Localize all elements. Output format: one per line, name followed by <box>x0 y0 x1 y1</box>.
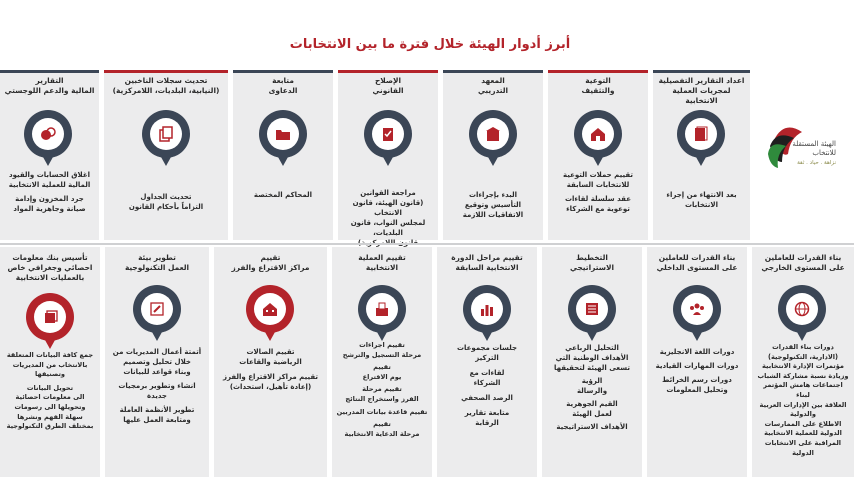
pin-marker <box>469 110 517 170</box>
column-body: تحديث الجداول التزاماً بأحكام القانون <box>128 193 204 211</box>
ballot-icon <box>373 300 391 318</box>
column-institute <box>443 70 543 240</box>
row-divider <box>0 243 854 245</box>
column-heading: بناء القدرات للعاملين على المستوى الداخلي <box>656 253 738 272</box>
column-body: دورات اللغة الانجليزية دورات المهارات القيادية دورات رسم الخرائط وتحليل المعلومات <box>655 348 739 394</box>
pin-marker <box>673 285 721 345</box>
checklist-icon <box>583 300 601 318</box>
column-reports <box>653 70 750 240</box>
column-body: اغلاق الحسابات والقيود المالية للعملية الانتخابية جرد المخزون وإدامة صيانة وجاهزية المواد <box>8 171 91 213</box>
pin-marker <box>574 110 622 170</box>
school-icon <box>484 125 502 143</box>
logo-tagline: نزاهة . حياد . ثقة <box>797 160 836 166</box>
column-financial-reports <box>0 70 99 240</box>
column-body: المحاكم المختصة <box>253 191 313 199</box>
column-heading: بناء القدرات للعاملين على المستوى الخارجي <box>761 253 845 272</box>
page-title: أبرز أدوار الهيئة خلال فترة ما بين الانتخابات <box>289 37 571 52</box>
pin-marker <box>463 285 511 345</box>
column-body: أتمتة أعمال المديريات من خلال تحليل وتصميم وبناء قواعد للبيانات انشاء وتطوير برمجيات جديدة تطوير الأنظمة العاملة ومتابعة العمل عليها <box>112 348 202 424</box>
column-heading: تحديث سجلات الناخبين (النيابية، البلديات، اللامركزية) <box>112 76 220 95</box>
column-heading: تقييم مراكز الاقتراع والفرز <box>231 253 310 272</box>
pin-marker <box>568 285 616 345</box>
column-heading: الإصلاح القانوني <box>372 76 404 95</box>
bar-chart-icon <box>478 300 496 318</box>
column-data-bank <box>0 247 100 477</box>
column-heading: اعداد التقارير التفصيلية لمجريات العملية الانتخابية <box>658 76 745 105</box>
column-heading: التقارير المالية والدعم اللوجستي <box>4 76 95 95</box>
pin-marker <box>142 110 190 170</box>
column-lawsuits <box>233 70 333 240</box>
column-body: تقييم حملات التوعية للانتخابات السابقة عقد سلسلة لقاءات توعوية مع الشركاء <box>563 171 633 213</box>
house-icon <box>589 125 607 143</box>
building-icon <box>261 300 279 318</box>
column-awareness <box>548 70 648 240</box>
column-heading: تقييم مراحل الدورة الانتخابية السابقة <box>451 253 523 272</box>
column-electoral-process <box>332 247 432 477</box>
column-body: تقييم اجراءات مرحلة التسجيل والترشح تقييم يوم الاقتراع تقييم مرحلة الفرز واستخراج النتائج تقييم قاعدة بيانات المدربين تقييم مرحلة الدعاية الانتخابية <box>336 341 428 438</box>
column-voter-registry <box>104 70 228 240</box>
pin-marker <box>358 285 406 345</box>
column-heading: المعهد التدريبي <box>477 76 509 95</box>
column-legal-reform <box>338 70 438 240</box>
book-icon <box>692 125 710 143</box>
money-icon <box>39 125 57 143</box>
column-heading: تقييم العملية الانتخابية <box>358 253 406 272</box>
column-body: جلسات مجموعات التركيز لقاءات مع الشركاء الرصد الصحفي متابعة تقارير الرقابة <box>456 344 518 427</box>
document-check-icon <box>379 125 397 143</box>
globe-icon <box>793 300 811 318</box>
column-internal-capacity <box>647 247 747 477</box>
row-bottom <box>0 247 854 477</box>
logo-name: الهيئة المستقلة للانتخاب <box>792 140 836 157</box>
column-previous-cycle <box>437 247 537 477</box>
pin-marker <box>259 110 307 170</box>
column-strategic-planning <box>542 247 642 477</box>
column-body: بعد الانتهاء من إجراء الانتخابات <box>666 191 737 209</box>
column-body: مراجعة القوانين (قانون الهيئة، قانون الانتخاب لمجلس النواب، قانون البلديات، <box>350 189 426 237</box>
pen-icon <box>148 300 166 318</box>
column-body: البدء بإجراءات التأسيس وتوقيع الاتفاقيات اللازمة <box>462 191 524 219</box>
column-external-capacity <box>752 247 854 477</box>
column-heading: التوعية والتثقيف <box>581 76 615 95</box>
row-top <box>0 70 854 240</box>
column-body: تقييم الصالات الرياضية والقاعات تقييم مراكز الاقتراع والفرز (إعادة تأهيل، استحداث) <box>222 348 319 391</box>
column-body: جمع كافة البيانات المتعلقة بالانتخاب من المديريات وتصنيفها تحويل البيانات الى معلومات احصائية وتحويلها الى رسومات سهلة الفهم ونشرها بمختلف الطرق التكنولوجية <box>6 351 94 431</box>
documents-icon <box>157 125 175 143</box>
pin-marker <box>133 285 181 345</box>
pin-marker <box>24 110 72 170</box>
column-tech-environment <box>105 247 209 477</box>
team-icon <box>688 300 706 318</box>
pin-marker <box>677 110 725 170</box>
pin-marker <box>778 285 826 345</box>
database-icon <box>41 308 59 326</box>
column-body: التحليل الرباعي الأهداف الوطنية التي تسعى الهيئة لتحقيقها الرؤية والرسالة القيم الجوهرية لعمل الهيئة الأهداف الاستراتيجية <box>554 344 630 431</box>
column-heading: تطوير بيئة العمل التكنولوجية <box>124 253 190 272</box>
column-heading: تأسيس بنك معلومات احصائي وجغرافي خاص بالعمليات الانتخابية <box>7 253 93 282</box>
column-polling-centers <box>214 247 327 477</box>
column-body: دورات بناء القدرات (الادارية، التكنولوجية) مؤتمرات الإدارة الانتخابية وزيادة نسبة مشاركة الشباب اجتماعات هامش المؤتمر لبناء العلاقة بين الإدارات العربية والدولية الاطلاع على الممارسات الدولية للعملية الانتخابية المراقبة على الانتخابات الدولية <box>757 343 849 457</box>
column-heading: متابعة الدعاوى <box>268 76 298 95</box>
pin-marker <box>246 285 294 345</box>
pin-marker <box>26 293 74 353</box>
column-heading: التخطيط الاستراتيجي <box>569 253 615 272</box>
folder-icon <box>274 125 292 143</box>
pin-marker <box>364 110 412 170</box>
